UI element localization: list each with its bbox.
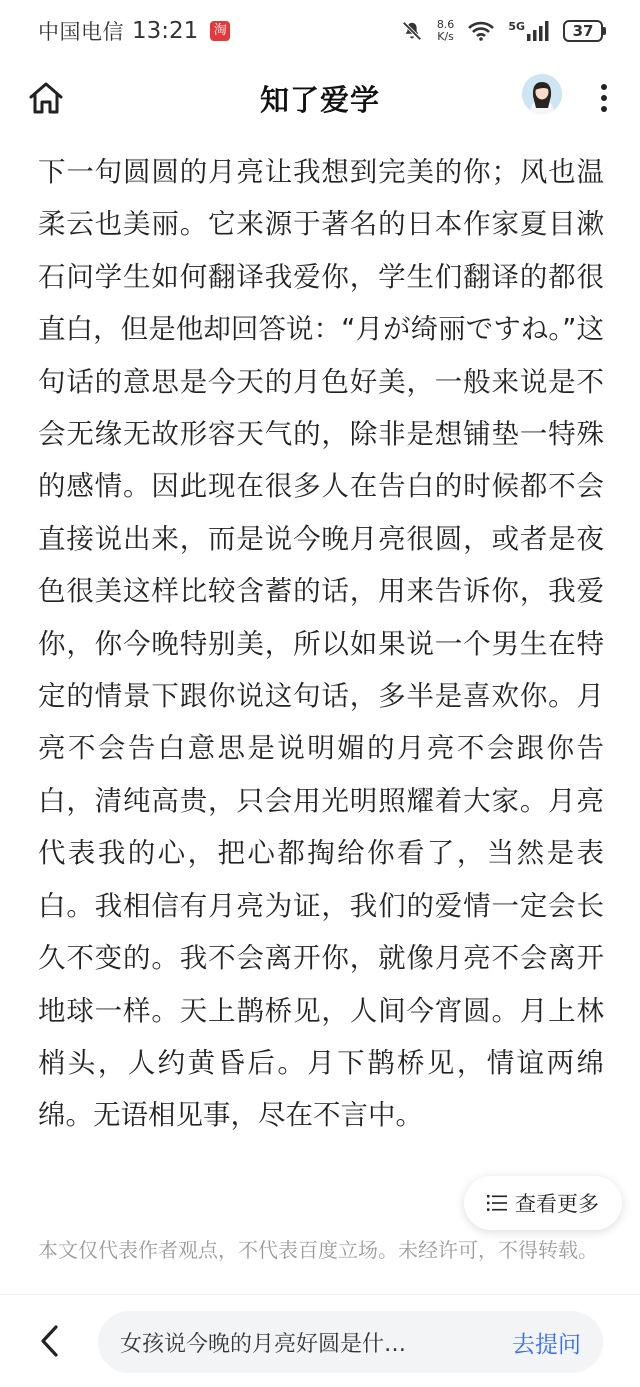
battery-level: 37 [563, 20, 603, 42]
signal-bars-icon [527, 21, 549, 41]
home-button[interactable] [26, 78, 66, 118]
back-button[interactable] [36, 1323, 64, 1359]
author-avatar[interactable] [522, 74, 562, 114]
related-question-bar[interactable] [98, 1311, 603, 1373]
page-title: 知了爱学 [259, 82, 380, 117]
status-bar [0, 0, 640, 62]
more-vertical-icon-dot [601, 106, 607, 112]
avatar-portrait-icon [522, 74, 562, 114]
more-vertical-icon-dot [601, 95, 607, 101]
app-header [0, 62, 640, 134]
home-icon [26, 78, 66, 118]
network-speed [437, 19, 455, 43]
carrier-name: 中国电信 [38, 20, 124, 44]
status-time: 13:21 [132, 18, 199, 44]
ask-question-button[interactable]: 去提问 [512, 1331, 581, 1358]
more-options-button[interactable] [592, 78, 616, 118]
cellular-signal [508, 21, 549, 41]
wifi-icon [468, 21, 494, 41]
battery-indicator [563, 20, 606, 42]
battery-tip [603, 27, 606, 35]
list-icon [487, 1194, 507, 1212]
article-body: 下一句圆圆的月亮让我想到完美的你；风也温柔云也美丽。它来源于著名的日本作家夏目漱石问学生如何翻译我爱你，学生们翻译的都很直白，但是他却回答说：“月が绮丽ですね。”这句话的意思是今天的月色好美，一般来说是不会无缘无故形容天气的，除非是想铺垫一特殊的感情。因此现在很多人在告白的时候都不会直接说出来，而是说今晚月亮很圆，或者是夜色很美这样比较含蓄的话，用来告诉你，我爱你，你今晚特别美，所以如果说一个男生在特定的情景下跟你说这句话，多半是喜欢你。月亮不会告白意思是说明媚的月亮不会跟你告白，清纯高贵，只会用光明照耀着大家。月亮代表我的心，把心都掏给你看了，当然是表白。我相信有月亮为证，我们的爱情一定会长久不变的。我不会离开你，就像月亮不会离开地球一样。天上鹊桥见，人间今宵圆。月上林梢头，人约黄昏后。月下鹊桥见，情谊两绵绵。无语相见事，尽在不言中。 [38, 156, 604, 1132]
copyright-disclaimer: 本文仅代表作者观点，不代表百度立场。未经许可，不得转载。 [38, 1238, 598, 1262]
see-more-button[interactable] [464, 1176, 622, 1230]
status-left [38, 16, 230, 46]
bottom-bar [0, 1294, 640, 1387]
network-type: 5G [508, 20, 525, 33]
related-question-text[interactable]: 女孩说今晚的月亮好圆是什… [120, 1331, 407, 1357]
network-speed-unit: K/s [437, 30, 454, 43]
see-more-label: 查看更多 [515, 1192, 599, 1216]
more-vertical-icon-dot [601, 84, 607, 90]
chevron-left-icon [36, 1323, 64, 1359]
network-speed-value: 8.6 [436, 18, 455, 31]
mute-bell-icon [401, 20, 423, 42]
taobao-notification-icon: 淘 [210, 21, 230, 41]
status-right [401, 19, 606, 43]
